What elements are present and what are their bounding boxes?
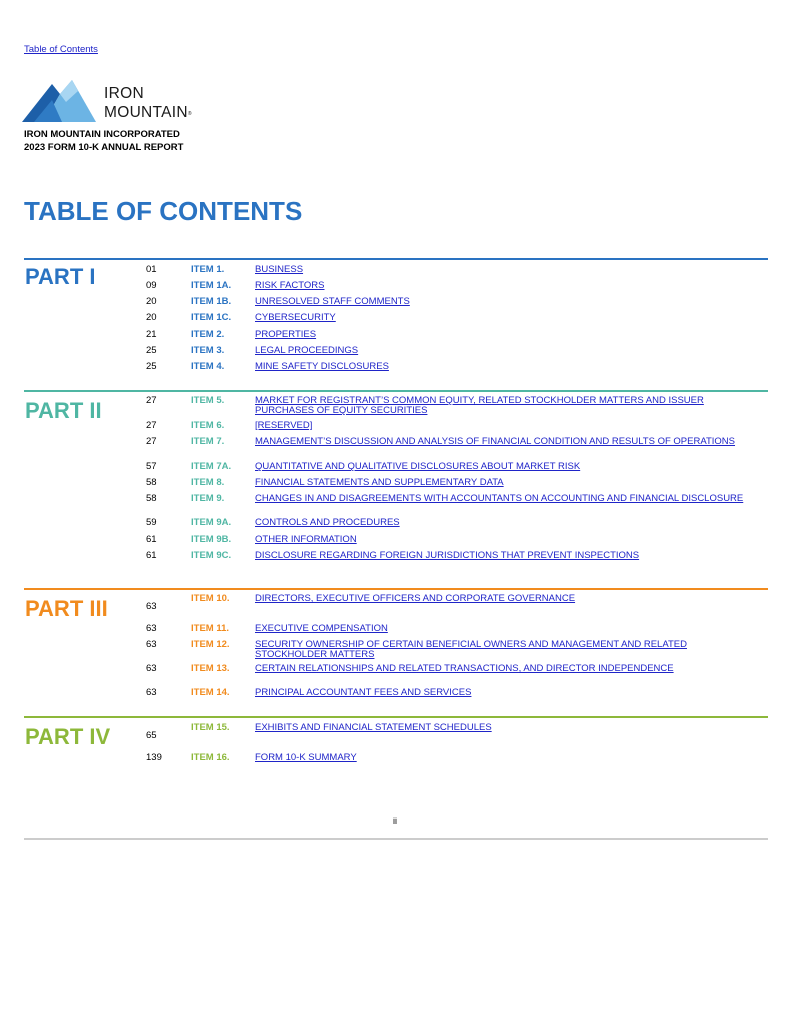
table-of-contents-link[interactable]: Table of Contents <box>24 44 98 55</box>
logo-line-1: IRON <box>104 85 144 102</box>
item-link[interactable]: MARKET FOR REGISTRANT’S COMMON EQUITY, RELATED STOCKHOLDER MATTERS AND ISSUER PURCHASES OF EQUITY SECURITIES <box>255 395 704 416</box>
item-link[interactable]: DIRECTORS, EXECUTIVE OFFICERS AND CORPORATE GOVERNANCE <box>255 593 576 604</box>
item-number: ITEM 14. <box>191 687 230 698</box>
item-link[interactable]: EXHIBITS AND FINANCIAL STATEMENT SCHEDULES <box>255 722 492 733</box>
page-number: 58 <box>146 477 157 488</box>
page-number: 25 <box>146 361 157 372</box>
item-link[interactable]: PRINCIPAL ACCOUNTANT FEES AND SERVICES <box>255 687 472 698</box>
page-number: 63 <box>146 623 157 634</box>
item-number: ITEM 8. <box>191 477 225 488</box>
item-number: ITEM 13. <box>191 663 230 674</box>
page-number: 27 <box>146 436 157 447</box>
item-link[interactable]: CYBERSECURITY <box>255 312 336 323</box>
item-number: ITEM 9. <box>191 493 225 504</box>
item-link[interactable]: EXECUTIVE COMPENSATION <box>255 623 388 634</box>
item-link[interactable]: DISCLOSURE REGARDING FOREIGN JURISDICTIONS THAT PREVENT INSPECTIONS <box>255 550 640 561</box>
item-link[interactable]: CHANGES IN AND DISAGREEMENTS WITH ACCOUNTANTS ON ACCOUNTING AND FINANCIAL DISCLOSURE <box>255 493 744 504</box>
page-number: 63 <box>146 687 157 698</box>
item-link[interactable]: [RESERVED] <box>255 420 313 431</box>
page-number: 61 <box>146 550 157 561</box>
item-number: ITEM 12. <box>191 639 230 650</box>
part-3-rule <box>24 588 768 590</box>
item-link[interactable]: UNRESOLVED STAFF COMMENTS <box>255 296 410 307</box>
item-number: ITEM 11. <box>191 623 230 634</box>
item-link[interactable]: OTHER INFORMATION <box>255 534 357 545</box>
part-4-label: PART IV <box>25 724 111 749</box>
company-heading <box>24 128 183 154</box>
item-number: ITEM 9A. <box>191 517 232 528</box>
item-number: ITEM 7A. <box>191 461 232 472</box>
page-number: 63 <box>146 663 157 674</box>
iron-mountain-logo <box>22 80 192 126</box>
mountain-logo-icon <box>22 80 102 124</box>
item-number: ITEM 10. <box>191 593 230 604</box>
page-number: 61 <box>146 534 157 545</box>
item-link[interactable]: FORM 10-K SUMMARY <box>255 752 357 763</box>
item-number: ITEM 3. <box>191 345 225 356</box>
part-4-rule <box>24 716 768 718</box>
item-number: ITEM 1A. <box>191 280 232 291</box>
part-2-label: PART II <box>25 398 102 423</box>
item-number: ITEM 1. <box>191 264 225 275</box>
page-number: 20 <box>146 296 157 307</box>
page-number: 59 <box>146 517 157 528</box>
page-number: 139 <box>146 752 162 763</box>
item-link[interactable]: CERTAIN RELATIONSHIPS AND RELATED TRANSACTIONS, AND DIRECTOR INDEPENDENCE <box>255 663 674 674</box>
registered-mark: ® <box>187 111 192 117</box>
company-name: IRON MOUNTAIN INCORPORATED <box>24 129 180 140</box>
part-1-rule <box>24 258 768 260</box>
item-link[interactable]: CONTROLS AND PROCEDURES <box>255 517 400 528</box>
page-number: 20 <box>146 312 157 323</box>
page-number: 27 <box>146 395 157 406</box>
page-number: 25 <box>146 345 157 356</box>
page-title: TABLE OF CONTENTS <box>24 196 303 226</box>
page-number-footer: ii <box>393 816 397 826</box>
logo-wordmark <box>104 84 192 122</box>
page-number: 27 <box>146 420 157 431</box>
page-number: 63 <box>146 601 157 612</box>
item-number: ITEM 5. <box>191 395 225 406</box>
item-link[interactable]: BUSINESS <box>255 264 304 275</box>
page-number: 58 <box>146 493 157 504</box>
page-number: 09 <box>146 280 157 291</box>
item-number: ITEM 6. <box>191 420 225 431</box>
report-name: 2023 FORM 10-K ANNUAL REPORT <box>24 142 184 153</box>
item-number: ITEM 7. <box>191 436 225 447</box>
item-link[interactable]: MINE SAFETY DISCLOSURES <box>255 361 389 372</box>
part-2-rule <box>24 390 768 392</box>
item-number: ITEM 1C. <box>191 312 232 323</box>
part-3-label: PART III <box>25 596 108 621</box>
item-link[interactable]: SECURITY OWNERSHIP OF CERTAIN BENEFICIAL OWNERS AND MANAGEMENT AND RELATED STOCKHOLDER MATTERS <box>255 639 687 660</box>
item-link[interactable]: RISK FACTORS <box>255 280 325 291</box>
item-link[interactable]: MANAGEMENT’S DISCUSSION AND ANALYSIS OF FINANCIAL CONDITION AND RESULTS OF OPERATIONS <box>255 436 736 447</box>
item-number: ITEM 1B. <box>191 296 232 307</box>
item-link[interactable]: FINANCIAL STATEMENTS AND SUPPLEMENTARY DATA <box>255 477 504 488</box>
item-link[interactable]: QUANTITATIVE AND QUALITATIVE DISCLOSURES ABOUT MARKET RISK <box>255 461 581 472</box>
item-number: ITEM 4. <box>191 361 225 372</box>
item-link[interactable]: PROPERTIES <box>255 329 317 340</box>
page-number: 57 <box>146 461 157 472</box>
page-number: 63 <box>146 639 157 650</box>
part-1-label: PART I <box>25 264 96 289</box>
page-number: 65 <box>146 730 157 741</box>
page-number: 01 <box>146 264 157 275</box>
item-number: ITEM 9C. <box>191 550 232 561</box>
item-number: ITEM 2. <box>191 329 225 340</box>
item-number: ITEM 16. <box>191 752 230 763</box>
page-number: 21 <box>146 329 157 340</box>
logo-line-2: MOUNTAIN <box>104 104 188 121</box>
item-link[interactable]: LEGAL PROCEEDINGS <box>255 345 359 356</box>
item-number: ITEM 15. <box>191 722 230 733</box>
footer-rule <box>24 838 768 840</box>
item-number: ITEM 9B. <box>191 534 232 545</box>
